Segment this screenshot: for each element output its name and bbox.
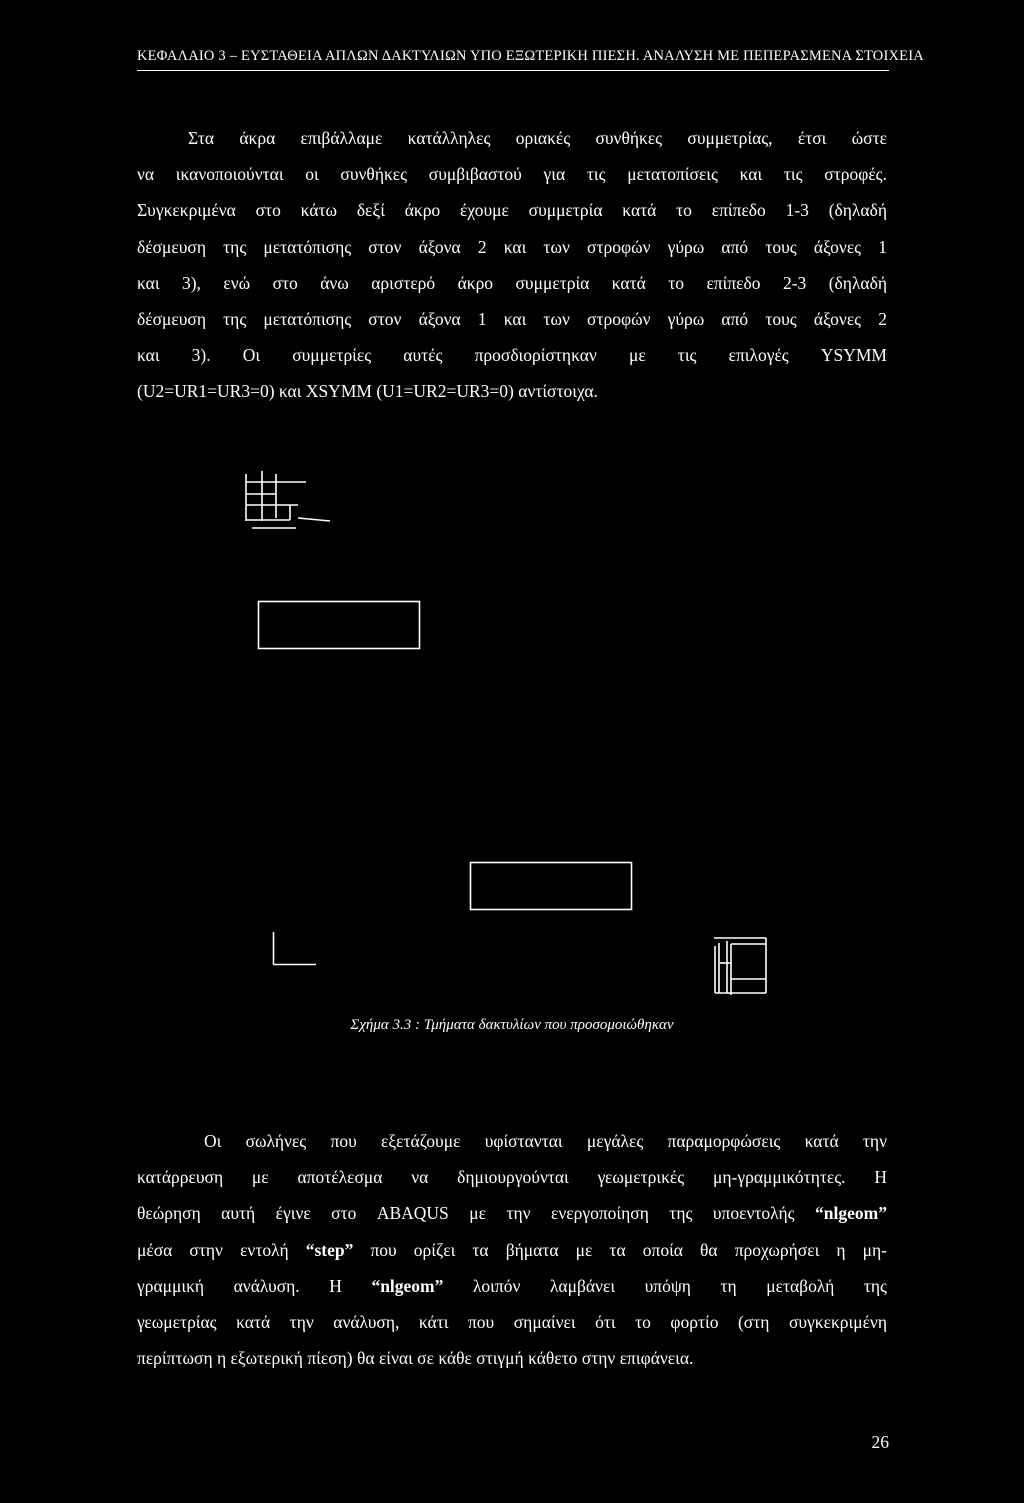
text-segment: θεώρηση αυτή έγινε στο ABAQUS με την ενεργοποίηση της υποεντολής: [137, 1203, 816, 1224]
ring-fragment-top-left: [246, 471, 330, 528]
text-segment: που ορίζει τα βήματα με τα οποία θα προχωρήσει η μη-: [353, 1239, 888, 1260]
keyword-nlgeom: “nlgeom”: [815, 1203, 887, 1224]
ring-segments-figure: [0, 455, 1024, 1010]
text-line: [137, 1232, 887, 1268]
text-line: [137, 1268, 887, 1304]
paragraph-boundary-conditions: [137, 120, 887, 410]
l-fragment: [274, 932, 317, 965]
ring-segment-rect-2: [471, 863, 632, 910]
text-line: και 3). Οι συμμετρίες αυτές προσδιορίστηκαν με τις επιλογές YSYMM: [137, 345, 887, 366]
keyword-step: “step”: [305, 1239, 354, 1260]
text-line: κατάρρευση με αποτέλεσμα να δημιουργούνται γεωμετρικές μη-γραμμικότητες. Η: [137, 1167, 887, 1188]
figure-caption: Σχήμα 3.3 : Τμήματα δακτυλίων που προσομοιώθηκαν: [350, 1017, 674, 1033]
text-line: δέσμευση της μετατόπισης στον άξονα 1 και των στροφών γύρω από τους άξονες 2: [137, 309, 887, 330]
text-line: Οι σωλήνες που εξετάζουμε υφίστανται μεγάλες παραμορφώσεις κατά την: [204, 1131, 887, 1151]
text-line: να ικανοποιούνται οι συνθήκες συμβιβαστού για τις μετατοπίσεις και τις στροφές.: [137, 164, 887, 185]
page-number: 26: [871, 1432, 889, 1452]
running-header: [137, 48, 924, 71]
text-line: (U2=UR1=UR3=0) και XSYMM (U1=UR2=UR3=0) αντίστοιχα.: [137, 381, 598, 402]
text-line: [137, 1195, 887, 1231]
text-line: Στα άκρα επιβάλλαμε κατάλληλες οριακές συνθήκες συμμετρίας, έτσι ώστε: [188, 128, 887, 148]
text-segment: γραμμική ανάλυση. Η: [137, 1275, 372, 1296]
running-title: ΚΕΦΑΛΑΙΟ 3 – ΕΥΣΤΑΘΕΙΑ ΑΠΛΩΝ ΔΑΚΤΥΛΙΩΝ ΥΠΟ ΕΞΩΤΕΡΙΚΗ ΠΙΕΣΗ. ΑΝΑΛΥΣΗ ΜΕ ΠΕΠΕΡΑΣΜΕΝΑ ΣΤΟΙΧΕΙΑ: [137, 48, 924, 64]
text-line: γεωμετρίας κατά την ανάλυση, κάτι που σημαίνει ότι το φορτίο (στη συγκεκριμένη: [137, 1312, 887, 1333]
text-line: περίπτωση η εξωτερική πίεση) θα είναι σε κάθε στιγμή κάθετο στην επιφάνεια.: [137, 1348, 694, 1369]
keyword-nlgeom: “nlgeom”: [371, 1275, 444, 1296]
text-segment: μέσα στην εντολή: [137, 1239, 306, 1260]
text-line: Συγκεκριμένα στο κάτω δεξί άκρο έχουμε συμμετρία κατά το επίπεδο 1-3 (δηλαδή: [137, 200, 887, 221]
paragraph-nlgeom: [137, 1123, 887, 1376]
ring-segment-rect-1: [259, 602, 420, 649]
text-line: και 3), ενώ στο άνω αριστερό άκρο συμμετρία κατά το επίπεδο 2-3 (δηλαδή: [137, 272, 887, 293]
text-segment: λοιπόν λαμβάνει υπόψη τη μεταβολή της: [443, 1275, 887, 1296]
ring-fragment-bottom-right: [714, 938, 766, 995]
text-line: δέσμευση της μετατόπισης στον άξονα 2 και των στροφών γύρω από τους άξονες 1: [137, 236, 887, 257]
